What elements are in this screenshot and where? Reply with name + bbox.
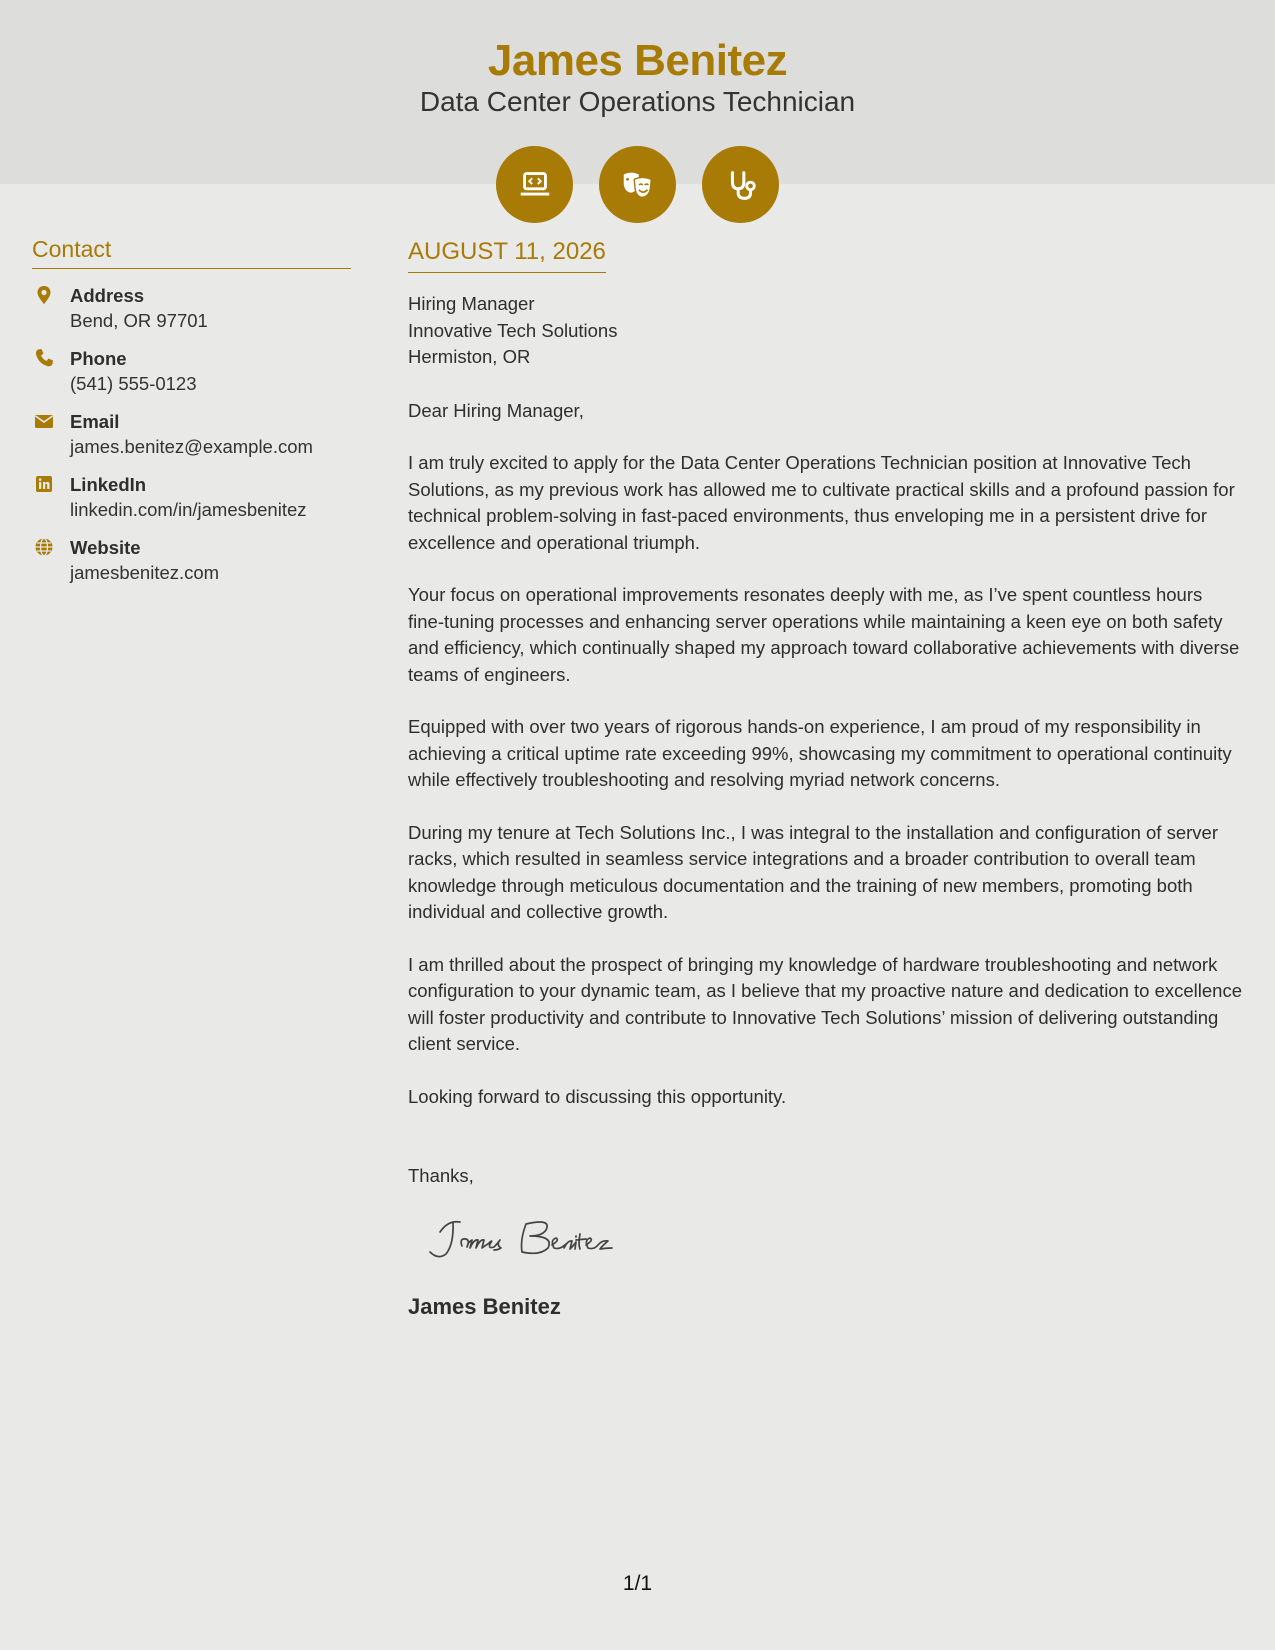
phone-icon	[34, 348, 54, 368]
letter-date: AUGUST 11, 2026	[408, 238, 606, 273]
envelope-icon	[34, 411, 54, 431]
letter-body	[408, 238, 1243, 1320]
globe-icon	[34, 537, 54, 557]
greeting: Dear Hiring Manager,	[408, 399, 584, 421]
contact-address	[32, 283, 351, 333]
address-label: Address	[70, 285, 145, 306]
email-value: james.benitez@example.com	[70, 436, 313, 457]
paragraph: Looking forward to discussing this opportunity.	[408, 1085, 787, 1107]
linkedin-label: LinkedIn	[70, 474, 147, 495]
candidate-name: James Benitez	[487, 36, 788, 85]
stethoscope-icon	[702, 146, 779, 223]
paragraph: I am truly excited to apply for the Data Center Operations Technician position at Innovative Tech Solutions, as my previous work has allowed me to cultivate practical skills and a profound passion for technical problem-solving in fast-paced environments, thus enveloping me in a persistent drive for excellence and operational triumph.	[408, 452, 1235, 553]
paragraph: Equipped with over two years of rigorous hands-on experience, I am proud of my responsibility in achieving a critical uptime rate exceeding 99%, showcasing my commitment to operational continuity while effectively troubleshooting and resolving myriad network concerns.	[408, 716, 1232, 790]
recipient-company: Innovative Tech Solutions	[408, 319, 618, 341]
interest-icons	[496, 146, 779, 223]
paragraph: Your focus on operational improvements resonates deeply with me, as I’ve spent countless hours fine-tuning processes and enhancing server operations while maintaining a keen eye on both safety and efficiency, which continually shaped my approach toward collaborative achievements with diverse teams of engineers.	[408, 584, 1240, 685]
closing: Thanks,	[408, 1165, 474, 1186]
laptop-code-icon	[496, 146, 573, 223]
handwritten-signature	[426, 1212, 1243, 1272]
location-pin-icon	[34, 285, 54, 305]
phone-value: (541) 555-0123	[70, 373, 197, 394]
email-label: Email	[70, 411, 120, 432]
contact-website	[32, 535, 351, 585]
contact-sidebar	[32, 236, 351, 585]
recipient-location: Hermiston, OR	[408, 346, 531, 367]
website-value: jamesbenitez.com	[70, 562, 220, 583]
paragraph: I am thrilled about the prospect of bringing my knowledge of hardware troubleshooting and network configuration to your dynamic team, as I believe that my proactive nature and dedication to excellence will foster productivity and contribute to Innovative Tech Solutions’ mission of delivering outstanding client service.	[408, 953, 1242, 1054]
signer-name: James Benitez	[408, 1293, 561, 1319]
website-label: Website	[70, 537, 141, 558]
address-value: Bend, OR 97701	[70, 310, 208, 331]
contact-linkedin	[32, 472, 351, 522]
contact-email	[32, 409, 351, 459]
recipient-name: Hiring Manager	[408, 293, 535, 314]
phone-label: Phone	[70, 348, 127, 369]
contact-phone	[32, 346, 351, 396]
theater-masks-icon	[599, 146, 676, 223]
recipient-block	[408, 291, 1243, 371]
linkedin-value: linkedin.com/in/jamesbenitez	[70, 499, 307, 520]
linkedin-icon	[34, 474, 54, 494]
job-title: Data Center Operations Technician	[419, 86, 856, 117]
page-number: 1/1	[622, 1572, 653, 1595]
contact-heading: Contact	[32, 236, 351, 269]
paragraph: During my tenure at Tech Solutions Inc., I was integral to the installation and configuration of server racks, which resulted in seamless service integrations and a broader contribution to overall team knowledge through meticulous documentation and the training of new members, promoting both individual and collective growth.	[408, 821, 1218, 922]
